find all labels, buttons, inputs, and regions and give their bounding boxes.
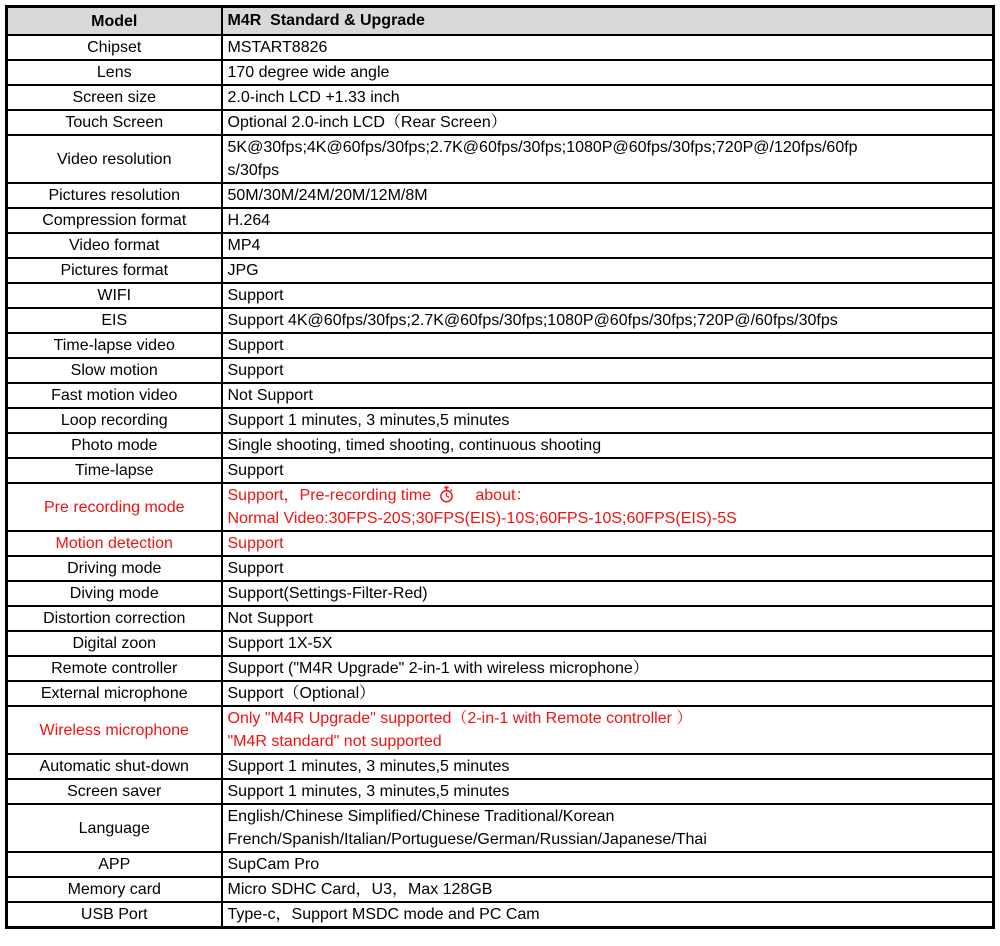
spec-table-header [7,7,994,36]
table-row [7,556,994,581]
product-header-cell: M4R Standard & Upgrade [222,7,994,36]
spec-value [222,60,994,85]
table-row [7,902,994,928]
table-row [7,433,994,458]
table-row [7,458,994,483]
spec-value-line: Support 1 minutes, 3 minutes,5 minutes [227,412,510,429]
spec-value [222,433,994,458]
spec-label: EIS [7,308,222,333]
spec-value [222,183,994,208]
spec-value-line: English/Chinese Simplified/Chinese Traditional/Korean [227,808,615,825]
spec-label: Driving mode [7,556,222,581]
spec-value-line: Support 1 minutes, 3 minutes,5 minutes [227,783,510,800]
spec-value-line: Micro SDHC Card，U3，Max 128GB [227,881,493,898]
spec-value [222,606,994,631]
table-row [7,358,994,383]
table-row [7,135,994,183]
spec-label: Screen size [7,85,222,110]
spec-value-line: French/Spanish/Italian/Portuguese/German/Russian/Japanese/Thai [227,831,707,848]
table-row [7,383,994,408]
spec-value-line: Normal Video:30FPS-20S;30FPS(EIS)-10S;60FPS-10S;60FPS(EIS)-5S [227,510,737,527]
spec-value [222,656,994,681]
spec-value-line: Not Support [227,387,313,404]
spec-table-body [7,35,994,928]
spec-value [222,804,994,852]
table-row [7,258,994,283]
spec-value-line: Type-c，Support MSDC mode and PC Cam [227,906,540,923]
table-row [7,208,994,233]
spec-value [222,556,994,581]
table-row [7,183,994,208]
spec-value-line: Support 4K@60fps/30fps;2.7K@60fps/30fps;1080P@60fps/30fps;720P@/60fps/30fps [227,312,838,329]
table-row [7,60,994,85]
spec-value-line: Support（Optional） [227,685,376,702]
spec-label: Memory card [7,877,222,902]
spec-label: Loop recording [7,408,222,433]
stopwatch-icon [438,486,455,503]
table-row [7,706,994,754]
table-row [7,852,994,877]
spec-label: Digital zoon [7,631,222,656]
spec-label: USB Port [7,902,222,928]
spec-value-line: Support 1 minutes, 3 minutes,5 minutes [227,758,510,775]
spec-label: Pictures resolution [7,183,222,208]
table-row [7,804,994,852]
spec-value [222,85,994,110]
spec-label: Touch Screen [7,110,222,135]
spec-value-line: 50M/30M/24M/20M/12M/8M [227,187,428,204]
spec-label: APP [7,852,222,877]
spec-value [222,852,994,877]
table-row [7,333,994,358]
spec-value [222,531,994,556]
spec-value-line: Support 1X-5X [227,635,333,652]
spec-label: Video resolution [7,135,222,183]
table-row [7,656,994,681]
spec-label: Fast motion video [7,383,222,408]
spec-label: Wireless microphone [7,706,222,754]
spec-value-line: MSTART8826 [227,39,328,56]
spec-label: Time-lapse video [7,333,222,358]
spec-label: Language [7,804,222,852]
spec-value-line: Not Support [227,610,313,627]
table-row [7,877,994,902]
spec-value-line [228,484,988,507]
spec-label: Motion detection [7,531,222,556]
spec-value-line: Support ("M4R Upgrade" 2-in-1 with wireless microphone） [227,660,649,677]
spec-value [222,779,994,804]
table-row [7,581,994,606]
spec-value-line: 5K@30fps;4K@60fps/30fps;2.7K@60fps/30fps;1080P@60fps/30fps;720P@/120fps/60fp [227,139,858,156]
spec-value-line: Single shooting, timed shooting, continuous shooting [227,437,602,454]
spec-label: Photo mode [7,433,222,458]
spec-value-line: Support [227,287,284,304]
spec-value [222,458,994,483]
table-row [7,606,994,631]
spec-value [222,581,994,606]
spec-value-line: Support [227,560,284,577]
spec-value [222,706,994,754]
spec-value [222,258,994,283]
table-row [7,308,994,333]
spec-value-line: Support [227,535,284,552]
spec-value [222,754,994,779]
table-row [7,754,994,779]
spec-label: Diving mode [7,581,222,606]
spec-value [222,408,994,433]
table-row [7,681,994,706]
spec-label: Chipset [7,35,222,60]
table-row [7,85,994,110]
spec-label: WIFI [7,283,222,308]
table-row [7,283,994,308]
table-row [7,35,994,60]
spec-value [222,333,994,358]
table-row [7,631,994,656]
spec-value-line: 170 degree wide angle [227,64,390,81]
spec-label: Distortion correction [7,606,222,631]
table-row [7,779,994,804]
spec-value-line: Support [227,362,284,379]
spec-value [222,681,994,706]
spec-label: Time-lapse [7,458,222,483]
spec-value-line: Only "M4R Upgrade" supported（2-in-1 with Remote controller ） [227,710,693,727]
spec-value-line: H.264 [227,212,271,229]
spec-value [222,483,994,531]
spec-value-line: Support(Settings-Filter-Red) [227,585,428,602]
spec-label: Pictures format [7,258,222,283]
table-row [7,233,994,258]
spec-value-line: MP4 [227,237,261,254]
spec-value-line: s/30fps [227,162,280,179]
table-row [7,483,994,531]
spec-value [222,208,994,233]
spec-label: Compression format [7,208,222,233]
spec-value [222,358,994,383]
spec-value-line: "M4R standard" not supported [227,733,442,750]
spec-value [222,233,994,258]
table-row [7,531,994,556]
table-row [7,110,994,135]
header-row [7,7,994,36]
spec-value-line: Support [227,462,284,479]
spec-value-line: JPG [227,262,259,279]
spec-label: Video format [7,233,222,258]
spec-value [222,308,994,333]
spec-value [222,35,994,60]
text-segment: Support，Pre-recording time [227,487,436,504]
spec-label: Pre recording mode [7,483,222,531]
spec-value [222,135,994,183]
spec-label: Lens [7,60,222,85]
spec-value [222,283,994,308]
model-header-cell: Model [7,7,222,36]
spec-value [222,631,994,656]
spec-value-line: SupCam Pro [227,856,320,873]
spec-value [222,110,994,135]
spec-table [5,5,995,929]
text-segment: about： [457,487,532,504]
spec-value [222,383,994,408]
spec-label: Slow motion [7,358,222,383]
spec-label: Remote controller [7,656,222,681]
spec-value-line: 2.0-inch LCD +1.33 inch [227,89,400,106]
spec-value [222,902,994,928]
spec-label: Screen saver [7,779,222,804]
spec-label: External microphone [7,681,222,706]
spec-label: Automatic shut-down [7,754,222,779]
table-row [7,408,994,433]
spec-value [222,877,994,902]
spec-value-line: Support [227,337,284,354]
spec-value-line: Optional 2.0-inch LCD（Rear Screen） [227,114,507,131]
